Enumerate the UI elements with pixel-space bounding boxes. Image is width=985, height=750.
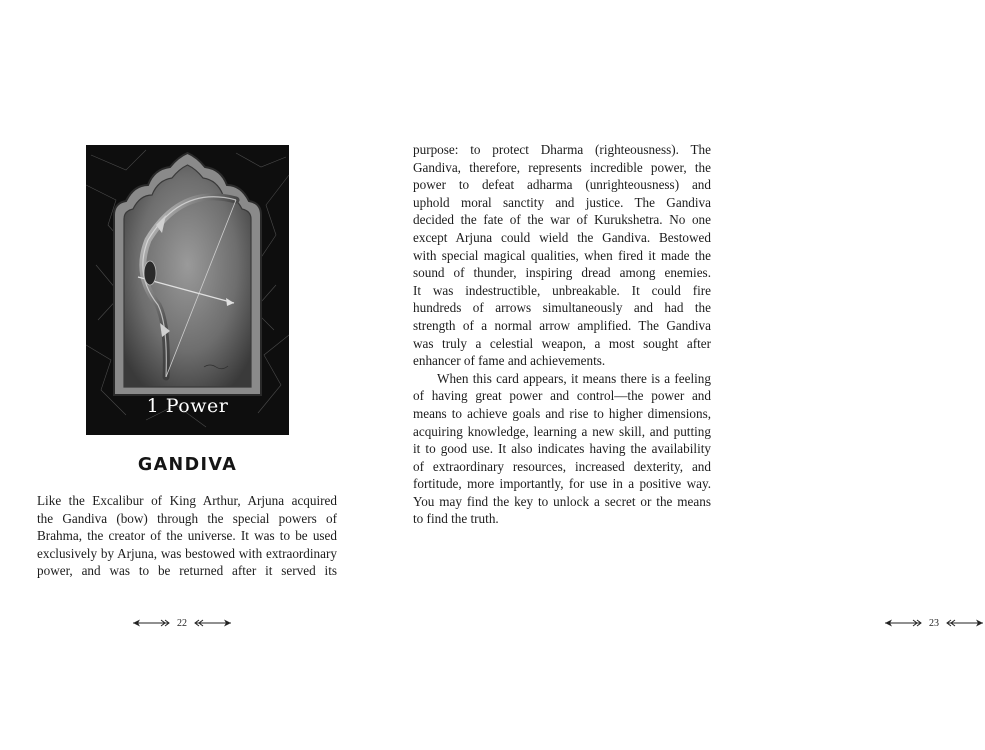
- arrow-ornament-icon: [193, 618, 233, 628]
- right-body-text: [413, 141, 711, 528]
- text-line: uphold moral sanctity and justice. The Gandiva: [413, 194, 711, 210]
- text-line: power to defeat adharma (unrighteousness) and: [413, 177, 711, 193]
- page-number: 22: [177, 617, 187, 629]
- card-artwork: [86, 145, 289, 435]
- text-line: strength of a normal arrow amplified. The Gandiva: [413, 317, 711, 333]
- page-number-right: [883, 615, 985, 631]
- text-line: of having great power and control—the power and: [413, 388, 711, 404]
- right-page: [375, 0, 939, 750]
- text-line: purpose: to protect Dharma (righteousness). The: [413, 142, 711, 157]
- text-line: the Gandiva (bow) through the special powers of: [37, 510, 337, 526]
- text-line: to find the truth.: [413, 511, 499, 527]
- arrow-ornament-icon: [131, 618, 171, 628]
- text-line: enhancer of fame and achievements.: [413, 353, 606, 369]
- text-line: Gandiva, therefore, represents incredible power, the: [413, 159, 711, 175]
- text-line: exclusively by Arjuna, was bestowed with extraordinary: [37, 545, 337, 561]
- text-line: it to good use. It also indicates having the availability: [413, 441, 711, 457]
- card-caption: 1 Power: [146, 395, 229, 417]
- arrow-ornament-icon: [945, 618, 985, 628]
- text-line: Brahma, the creator of the universe. It was to be used: [37, 528, 337, 544]
- page-number-left: [131, 615, 233, 631]
- text-line: except Arjuna could wield the Gandiva. Bestowed: [413, 229, 711, 245]
- text-line: It was indestructible, unbreakable. It could fire: [413, 282, 711, 298]
- text-line: fortitude, more importantly, for use in a positive way.: [413, 476, 711, 492]
- left-body-text: [37, 492, 337, 580]
- arrow-ornament-icon: [883, 618, 923, 628]
- card-title: GANDIVA: [137, 455, 238, 475]
- text-line: acquiring knowledge, learning a new skill, and putting: [413, 423, 711, 439]
- text-line: When this card appears, it means there is a feeling: [437, 370, 711, 386]
- left-page: [0, 0, 375, 750]
- text-line: of extraordinary resources, increased dexterity, and: [413, 458, 711, 474]
- text-line: power, and was to be returned after it served its: [37, 563, 337, 579]
- text-line: Like the Excalibur of King Arthur, Arjuna acquired: [37, 493, 337, 508]
- page-number: 23: [929, 617, 939, 629]
- text-line: sound of thunder, inspiring dread among enemies.: [413, 265, 711, 281]
- text-line: hundreds of arrows simultaneously and had the: [413, 300, 711, 316]
- text-line: was truly a celestial weapon, a most sought after: [413, 335, 711, 351]
- text-line: means to achieve goals and rise to higher dimensions,: [413, 405, 711, 421]
- text-line: decided the fate of the war of Kurukshetra. No one: [413, 212, 711, 228]
- oracle-card: [86, 145, 289, 435]
- text-line: You may find the key to unlock a secret or the means: [413, 493, 711, 509]
- text-line: with special magical qualities, when fired it made the: [413, 247, 711, 263]
